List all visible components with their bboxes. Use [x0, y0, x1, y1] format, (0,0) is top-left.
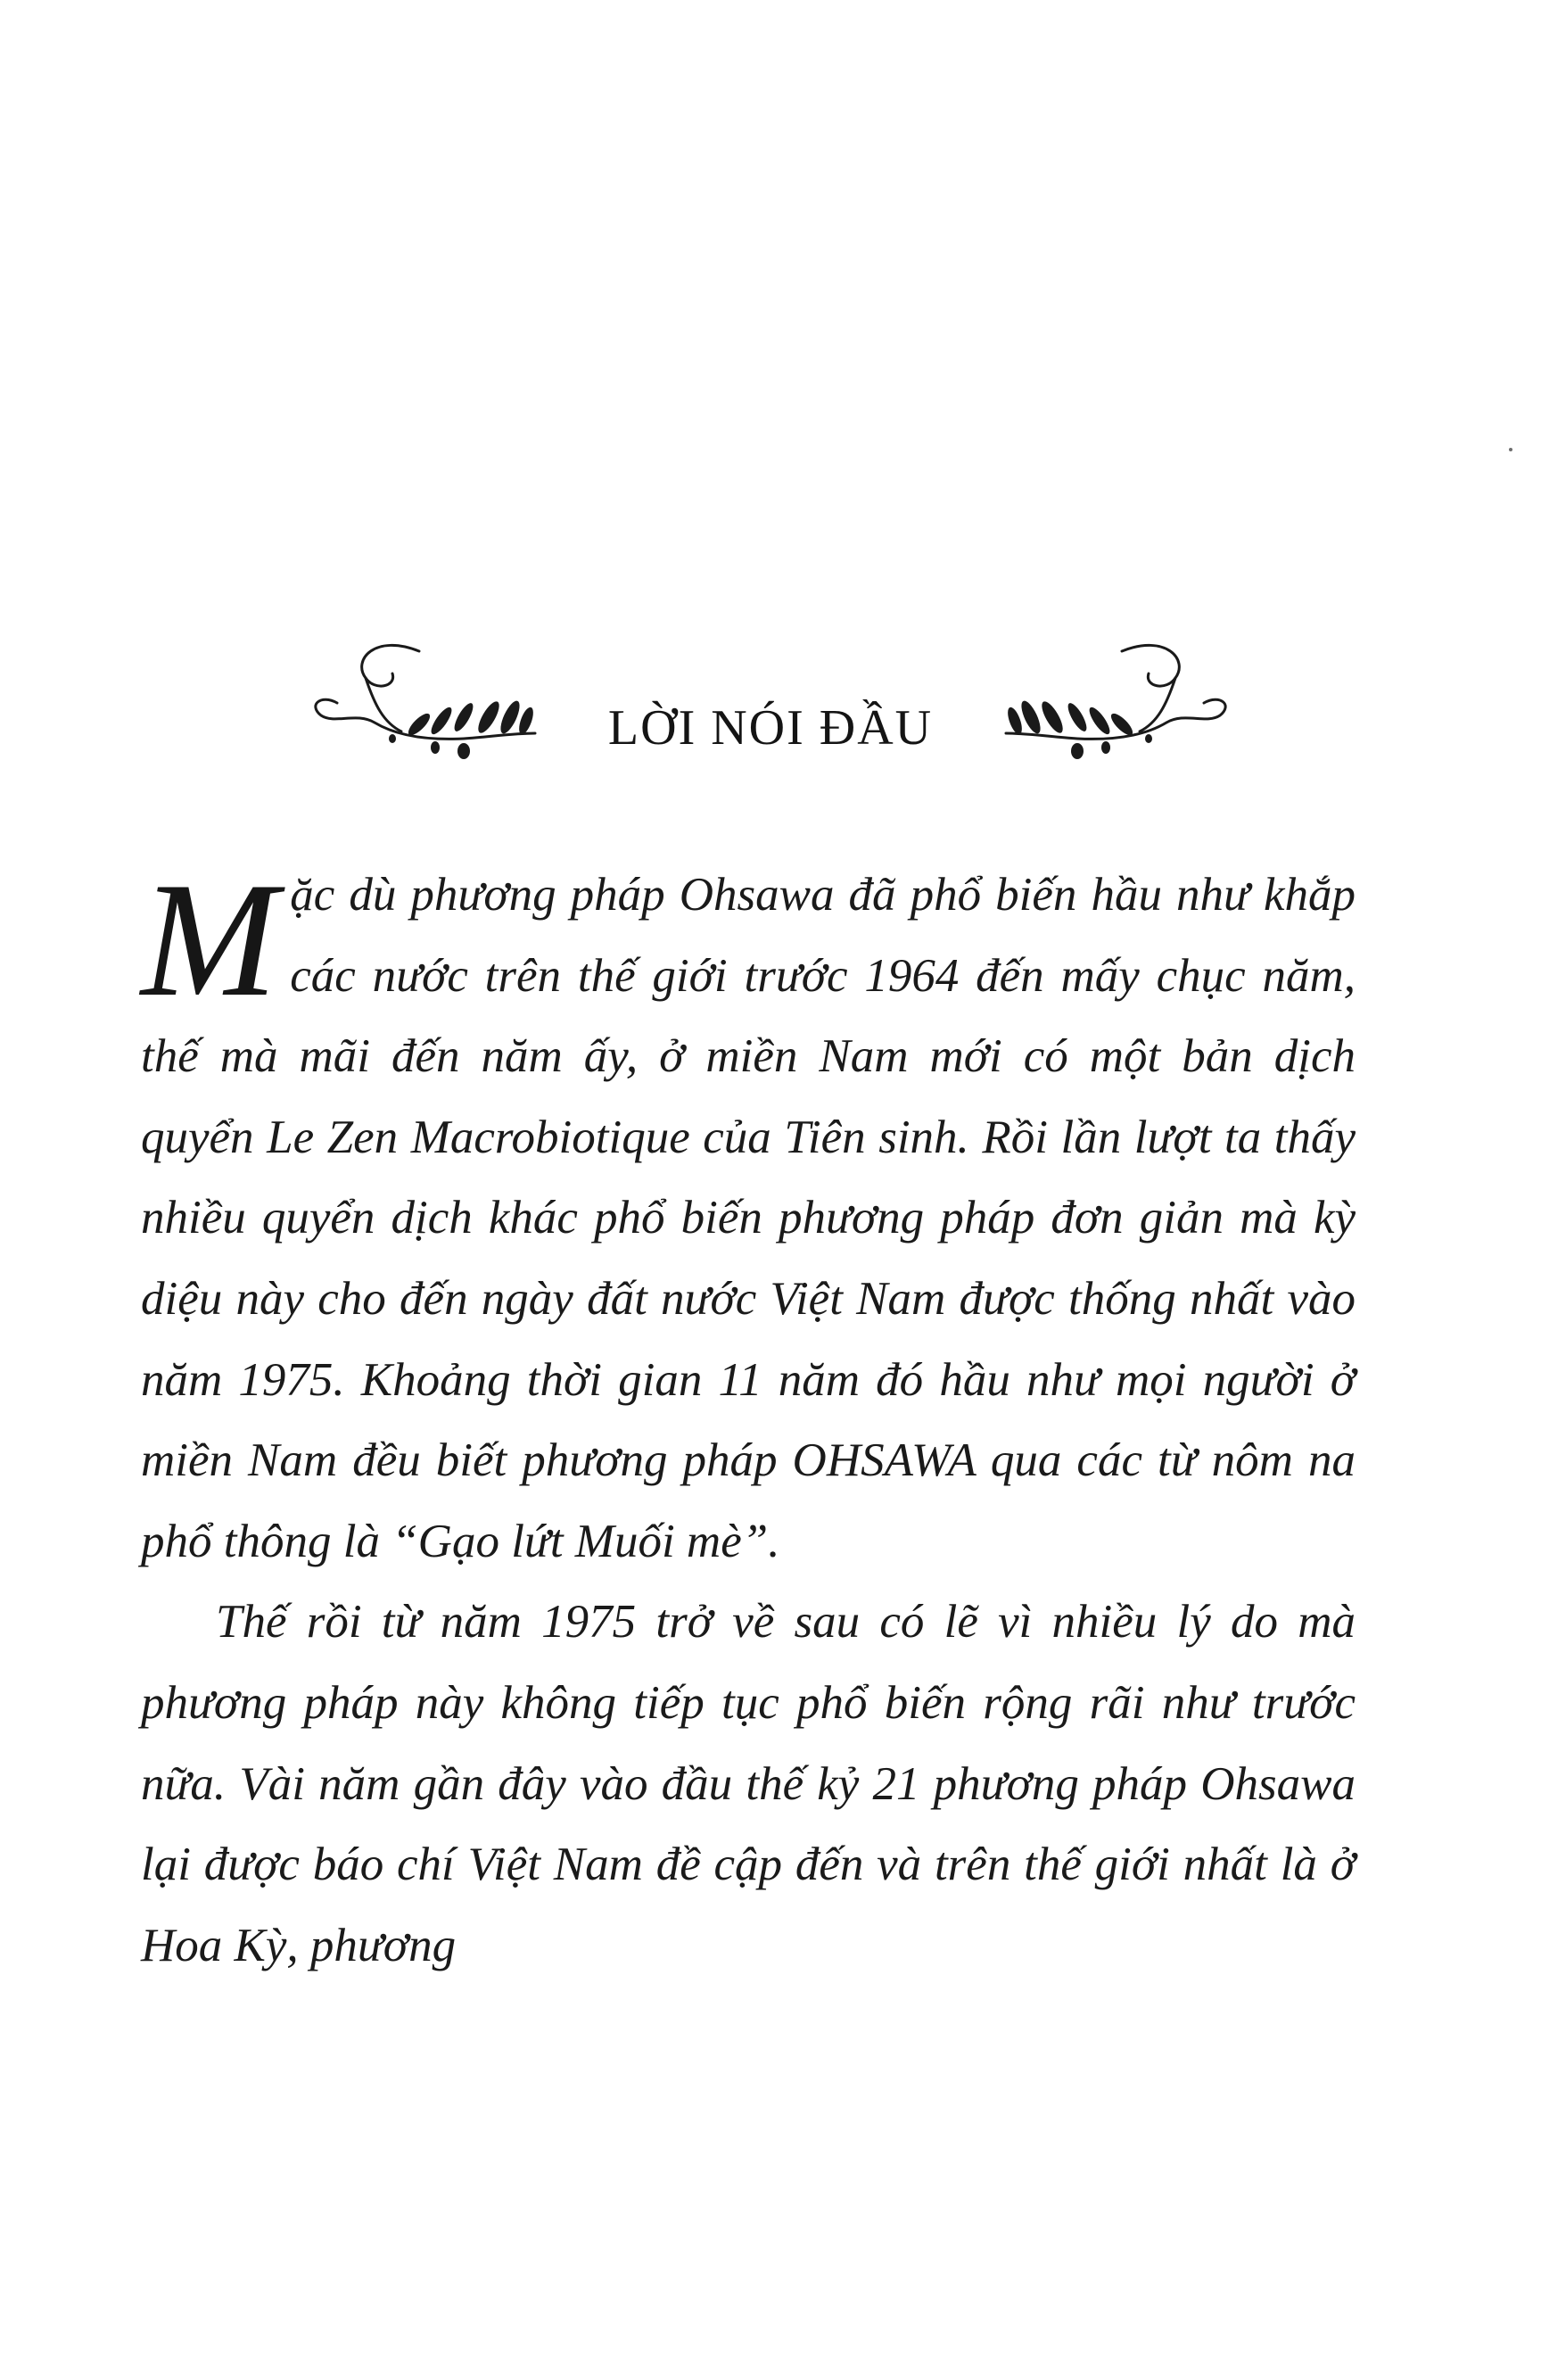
- paragraph-1-text: ặc dù phương pháp Ohsawa đã phổ biến hầu như khắp các nước trên thế giới trước 1964 đến mấy chục năm, thế mà mãi đến năm ấy, ở miền Nam mới có một bản dịch quyển Le Zen Macrobiotique của Tiên sinh. Rồi lần lượt ta thấy nhiều quyển dịch khác phổ biến phương pháp đơn giản mà kỳ diệu này cho đến ngày đất nước Việt Nam được thống nhất vào năm 1975. Khoảng thời gian 11 năm đó hầu như mọi người ở miền Nam đều biết phương pháp OHSAWA qua các từ nôm na phổ thông là “Gạo lứt Muối mè”.: [141, 869, 1356, 1567]
- preface-body: [141, 848, 1356, 1986]
- paragraph-1: [141, 848, 1356, 1582]
- drop-cap: M: [141, 848, 278, 1030]
- chapter-heading: [0, 624, 1541, 803]
- chapter-title: LỜI NÓI ĐẦU: [607, 700, 934, 756]
- paragraph-2: Thế rồi từ năm 1975 trở về sau có lẽ vì nhiều lý do mà phương pháp này không tiếp tục phổ biến rộng rãi như trước nữa. Vài năm gần đây vào đầu thế kỷ 21 phương pháp Ohsawa lại được báo chí Việt Nam đề cập đến và trên thế giới nhất là ở Hoa Kỳ, phương: [141, 1596, 1356, 1971]
- paper-speck: [1509, 448, 1512, 451]
